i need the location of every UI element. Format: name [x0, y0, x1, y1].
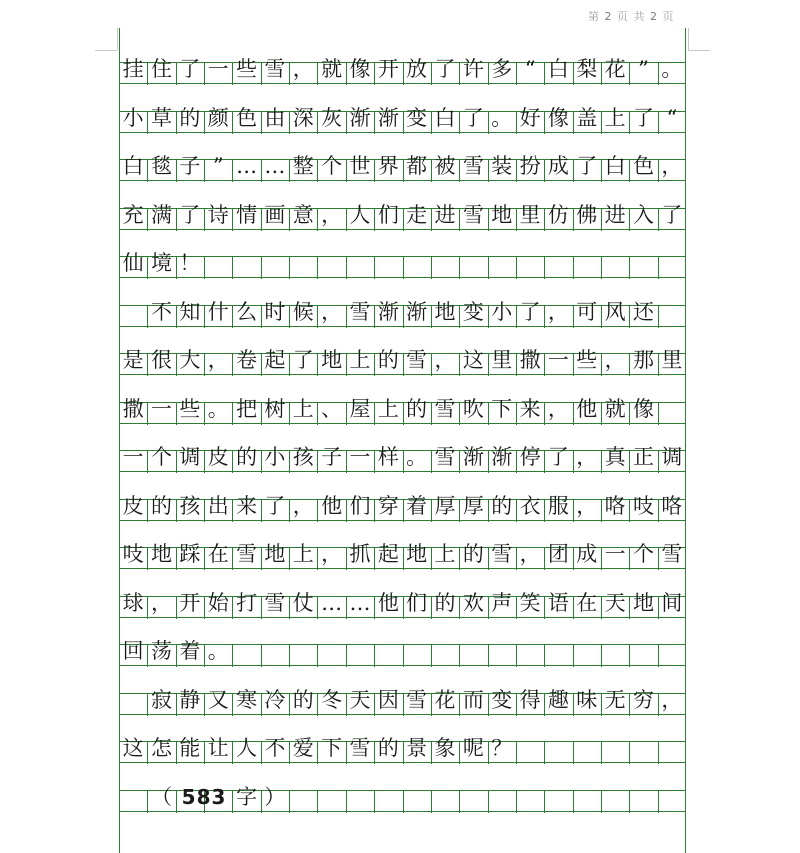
manuscript-character: 雪: [434, 396, 456, 421]
manuscript-character: 雪: [406, 348, 428, 372]
manuscript-character: 的: [377, 348, 399, 372]
manuscript-character: 寒: [236, 687, 258, 712]
manuscript-character: 咯: [661, 493, 683, 518]
manuscript-character: …: [264, 154, 286, 178]
manuscript-character: 荡: [151, 639, 173, 663]
manuscript-character: 色: [632, 154, 654, 178]
manuscript-character: 成: [576, 542, 598, 566]
manuscript-character: 着: [179, 639, 201, 663]
manuscript-character: ，: [434, 348, 456, 372]
manuscript-character: 皮: [122, 493, 144, 518]
manuscript-character: ！: [179, 251, 201, 275]
manuscript-character: 正: [632, 445, 654, 469]
manuscript-character: 厚: [462, 493, 484, 518]
manuscript-character: 整: [292, 154, 314, 178]
manuscript-character: 小: [491, 299, 513, 324]
manuscript-character: “: [524, 57, 536, 81]
manuscript-character: 。: [406, 445, 428, 469]
manuscript-character: 了: [292, 348, 314, 372]
manuscript-character: 调: [179, 445, 201, 469]
current-page: 2: [604, 10, 613, 23]
manuscript-character: 里: [491, 348, 513, 372]
manuscript-character: 人: [349, 202, 371, 227]
manuscript-character: 个: [321, 154, 343, 178]
manuscript-character: 挂: [122, 57, 144, 81]
manuscript-character: 渐: [462, 445, 484, 469]
manuscript-character: 的: [151, 493, 173, 518]
manuscript-character: 里: [661, 348, 683, 372]
page-number-middle: 页 共: [617, 10, 646, 23]
manuscript-grid: [119, 28, 686, 853]
manuscript-character: 味: [576, 687, 598, 712]
manuscript-character: 花: [604, 57, 626, 81]
manuscript-character: 地: [632, 590, 654, 615]
manuscript-character: ，: [321, 299, 343, 324]
manuscript-character: 冷: [264, 687, 286, 712]
manuscript-character: 这: [462, 348, 484, 372]
manuscript-character: ，: [576, 445, 598, 469]
manuscript-character: 。: [207, 639, 229, 663]
manuscript-character: ）: [264, 784, 286, 809]
manuscript-character: 地: [434, 299, 456, 324]
manuscript-character: 能: [179, 736, 201, 760]
manuscript-character: 境: [151, 251, 173, 275]
manuscript-character: 一: [122, 445, 144, 469]
manuscript-character: 像: [632, 396, 654, 421]
manuscript-character: 雪: [264, 57, 286, 81]
manuscript-character: 进: [434, 202, 456, 227]
manuscript-character: 雪: [462, 202, 484, 227]
manuscript-character: 不: [264, 736, 286, 760]
manuscript-character: 孩: [179, 493, 201, 518]
manuscript-character: 白: [547, 57, 569, 81]
manuscript-character: 。: [491, 105, 513, 130]
manuscript-character: 下: [321, 736, 343, 760]
manuscript-character: 了: [547, 445, 569, 469]
manuscript-character: 大: [179, 348, 201, 372]
manuscript-character: 起: [377, 542, 399, 566]
manuscript-character: ？: [491, 736, 513, 760]
total-pages: 2: [650, 10, 658, 23]
manuscript-character: 怎: [151, 736, 173, 760]
manuscript-character: 雪: [236, 542, 258, 566]
manuscript-character: 着: [406, 493, 428, 518]
manuscript-character: 雪: [462, 154, 484, 178]
manuscript-character: 在: [576, 590, 598, 615]
manuscript-character: ，: [151, 590, 173, 615]
manuscript-character: 了: [632, 105, 654, 130]
manuscript-character: 充: [122, 202, 144, 227]
manuscript-character: 人: [236, 736, 258, 760]
manuscript-character: 小: [264, 445, 286, 469]
manuscript-character: 把: [236, 396, 258, 421]
manuscript-character: 的: [462, 542, 484, 566]
manuscript-character: 雪: [264, 590, 286, 615]
manuscript-character: 装: [491, 154, 513, 178]
manuscript-character: 雪: [661, 542, 683, 566]
manuscript-character: 白: [604, 154, 626, 178]
manuscript-character: 许: [462, 57, 484, 81]
manuscript-character: 上: [292, 396, 314, 421]
manuscript-character: 、: [321, 396, 343, 421]
manuscript-character: 屋: [349, 396, 371, 421]
manuscript-character: 回: [122, 639, 144, 663]
manuscript-character: “: [666, 105, 678, 130]
manuscript-character: 个: [151, 445, 173, 469]
manuscript-character: 画: [264, 202, 286, 227]
manuscript-character: ，: [292, 493, 314, 518]
manuscript-character: 象: [434, 736, 456, 760]
manuscript-character: 渐: [349, 105, 371, 130]
manuscript-character: 的: [179, 105, 201, 130]
manuscript-character: 渐: [406, 299, 428, 324]
manuscript-character: 583: [181, 784, 227, 809]
manuscript-character: 界: [377, 154, 399, 178]
manuscript-character: 一: [207, 57, 229, 81]
manuscript-character: ，: [321, 202, 343, 227]
manuscript-character: 来: [519, 396, 541, 421]
manuscript-character: 是: [122, 348, 144, 372]
manuscript-character: 冬: [321, 687, 343, 712]
manuscript-character: 都: [406, 154, 428, 178]
manuscript-character: 很: [151, 348, 173, 372]
manuscript-character: 花: [434, 687, 456, 712]
manuscript-character: ，: [547, 396, 569, 421]
manuscript-character: 声: [491, 590, 513, 615]
manuscript-character: 上: [292, 542, 314, 566]
manuscript-character: 始: [207, 590, 229, 615]
manuscript-character: 衣: [519, 493, 541, 518]
manuscript-character: 让: [207, 736, 229, 760]
manuscript-character: （: [151, 784, 173, 809]
margin-mark-right-v: [688, 28, 689, 50]
manuscript-character: 地: [264, 542, 286, 566]
manuscript-character: 地: [151, 542, 173, 566]
manuscript-character: 变: [491, 687, 513, 712]
manuscript-character: 天: [349, 687, 371, 712]
manuscript-character: 们: [377, 202, 399, 227]
manuscript-character: 渐: [377, 299, 399, 324]
manuscript-character: 这: [122, 736, 144, 760]
page-number: [588, 8, 675, 24]
manuscript-character: 世: [349, 154, 371, 178]
manuscript-character: 时: [264, 299, 286, 324]
manuscript-character: 球: [122, 590, 144, 615]
manuscript-character: 们: [406, 590, 428, 615]
manuscript-character: 皮: [207, 445, 229, 469]
manuscript-character: 因: [377, 687, 399, 712]
manuscript-character: 深: [292, 105, 314, 130]
manuscript-character: 的: [292, 687, 314, 712]
manuscript-character: ，: [576, 493, 598, 518]
manuscript-character: 上: [434, 542, 456, 566]
manuscript-character: 雪: [349, 299, 371, 324]
manuscript-character: 一: [604, 542, 626, 566]
manuscript-character: 风: [604, 299, 626, 324]
manuscript-character: 寂: [151, 687, 173, 712]
manuscript-character: 样: [377, 445, 399, 469]
manuscript-character: 了: [661, 202, 683, 227]
manuscript-character: 什: [207, 299, 229, 324]
manuscript-character: 了: [179, 57, 201, 81]
manuscript-character: 走: [406, 202, 428, 227]
manuscript-character: 成: [547, 154, 569, 178]
manuscript-character: 上: [377, 396, 399, 421]
manuscript-character: 仗: [292, 590, 314, 615]
manuscript-character: 梨: [576, 57, 598, 81]
manuscript-character: 雪: [406, 687, 428, 712]
manuscript-character: 的: [377, 736, 399, 760]
manuscript-character: 白: [434, 105, 456, 130]
manuscript-character: 语: [547, 590, 569, 615]
manuscript-character: 吱: [122, 542, 144, 566]
manuscript-character: 起: [264, 348, 286, 372]
manuscript-character: 了: [519, 299, 541, 324]
manuscript-character: 候: [292, 299, 314, 324]
manuscript-character: ”: [212, 154, 224, 178]
manuscript-character: 子: [179, 154, 201, 178]
grid-row-band: [119, 256, 686, 278]
manuscript-character: 可: [576, 299, 598, 324]
manuscript-character: 变: [462, 299, 484, 324]
manuscript-character: 的: [491, 493, 513, 518]
manuscript-character: …: [349, 590, 371, 615]
manuscript-character: 出: [207, 493, 229, 518]
manuscript-character: 色: [236, 105, 258, 130]
manuscript-character: 地: [491, 202, 513, 227]
manuscript-character: 诗: [207, 202, 229, 227]
manuscript-character: 了: [264, 493, 286, 518]
manuscript-character: 天: [604, 590, 626, 615]
manuscript-character: 调: [661, 445, 683, 469]
manuscript-character: 来: [236, 493, 258, 518]
manuscript-character: 入: [632, 202, 654, 227]
manuscript-character: 卷: [236, 348, 258, 372]
manuscript-character: 草: [151, 105, 173, 130]
manuscript-character: 住: [151, 57, 173, 81]
manuscript-character: 撒: [519, 348, 541, 372]
manuscript-character: 字: [236, 784, 258, 809]
manuscript-character: ，: [321, 542, 343, 566]
manuscript-character: 笑: [519, 590, 541, 615]
manuscript-character: ，: [604, 348, 626, 372]
manuscript-character: 上: [604, 105, 626, 130]
manuscript-character: 而: [462, 687, 484, 712]
manuscript-character: 灰: [321, 105, 343, 130]
manuscript-character: 的: [236, 445, 258, 469]
manuscript-character: 们: [349, 493, 371, 518]
manuscript-character: 树: [264, 396, 286, 421]
manuscript-character: 仙: [122, 251, 144, 275]
manuscript-character: 放: [406, 57, 428, 81]
manuscript-character: 吹: [462, 396, 484, 421]
manuscript-character: 团: [547, 542, 569, 566]
manuscript-character: 盖: [576, 105, 598, 130]
manuscript-character: 扮: [519, 154, 541, 178]
margin-mark-left-h: [95, 50, 117, 51]
manuscript-character: 颜: [207, 105, 229, 130]
manuscript-character: 地: [321, 348, 343, 372]
manuscript-character: 意: [292, 202, 314, 227]
manuscript-character: 变: [406, 105, 428, 130]
manuscript-character: ，: [661, 687, 683, 712]
manuscript-character: 咯: [604, 493, 626, 518]
manuscript-character: 间: [661, 590, 683, 615]
manuscript-character: 又: [207, 687, 229, 712]
manuscript-character: 了: [462, 105, 484, 130]
manuscript-character: 打: [236, 590, 258, 615]
manuscript-character: ，: [547, 299, 569, 324]
manuscript-character: 。: [207, 396, 229, 421]
manuscript-character: 地: [406, 542, 428, 566]
manuscript-character: 像: [349, 57, 371, 81]
manuscript-character: 爱: [292, 736, 314, 760]
manuscript-character: 些: [179, 396, 201, 421]
manuscript-character: 他: [321, 493, 343, 518]
manuscript-character: 进: [604, 202, 626, 227]
manuscript-character: 穷: [632, 687, 654, 712]
manuscript-character: 里: [519, 202, 541, 227]
manuscript-character: 上: [349, 348, 371, 372]
manuscript-character: 欢: [462, 590, 484, 615]
margin-mark-right-h: [688, 50, 710, 51]
manuscript-character: 一: [547, 348, 569, 372]
manuscript-character: 就: [604, 396, 626, 421]
manuscript-character: 穿: [377, 493, 399, 518]
manuscript-character: 踩: [179, 542, 201, 566]
manuscript-character: 情: [236, 202, 258, 227]
manuscript-character: 他: [576, 396, 598, 421]
manuscript-character: 开: [179, 590, 201, 615]
manuscript-character: 雪: [349, 736, 371, 760]
manuscript-character: 就: [321, 57, 343, 81]
manuscript-character: 服: [547, 493, 569, 518]
manuscript-character: 由: [264, 105, 286, 130]
manuscript-character: 静: [179, 687, 201, 712]
manuscript-character: 好: [519, 105, 541, 130]
manuscript-character: 景: [406, 736, 428, 760]
manuscript-character: …: [236, 154, 258, 178]
page-number-suffix: 页: [662, 10, 675, 23]
manuscript-character: ，: [292, 57, 314, 81]
manuscript-character: 一: [349, 445, 371, 469]
manuscript-character: 得: [519, 687, 541, 712]
manuscript-character: 趣: [547, 687, 569, 712]
manuscript-character: 真: [604, 445, 626, 469]
manuscript-character: 雪: [434, 445, 456, 469]
manuscript-character: 些: [576, 348, 598, 372]
manuscript-character: 小: [122, 105, 144, 130]
manuscript-character: 些: [236, 57, 258, 81]
manuscript-character: 毯: [151, 154, 173, 178]
manuscript-character: 个: [632, 542, 654, 566]
manuscript-character: 下: [491, 396, 513, 421]
manuscript-character: 渐: [377, 105, 399, 130]
manuscript-character: 孩: [292, 445, 314, 469]
manuscript-character: 开: [377, 57, 399, 81]
manuscript-character: 停: [519, 445, 541, 469]
manuscript-character: 白: [122, 154, 144, 178]
manuscript-character: 抓: [349, 542, 371, 566]
manuscript-character: 他: [377, 590, 399, 615]
manuscript-character: 厚: [434, 493, 456, 518]
manuscript-character: ”: [638, 57, 649, 81]
manuscript-character: 。: [661, 57, 683, 81]
manuscript-character: 子: [321, 445, 343, 469]
manuscript-character: 雪: [491, 542, 513, 566]
manuscript-character: 知: [179, 299, 201, 324]
manuscript-character: 还: [632, 299, 654, 324]
manuscript-character: 了: [434, 57, 456, 81]
manuscript-character: ，: [661, 154, 683, 178]
manuscript-character: 渐: [491, 445, 513, 469]
manuscript-character: 撒: [122, 396, 144, 421]
manuscript-character: 不: [151, 299, 173, 324]
manuscript-character: 满: [151, 202, 173, 227]
manuscript-character: ，: [519, 542, 541, 566]
manuscript-character: 那: [632, 348, 654, 372]
manuscript-character: 吱: [632, 493, 654, 518]
manuscript-character: ，: [207, 348, 229, 372]
manuscript-character: 在: [207, 542, 229, 566]
manuscript-character: 仿: [547, 202, 569, 227]
page-number-prefix: 第: [588, 10, 600, 23]
manuscript-character: 佛: [576, 202, 598, 227]
manuscript-character: 多: [491, 57, 513, 81]
manuscript-character: 被: [434, 154, 456, 178]
manuscript-character: 了: [179, 202, 201, 227]
manuscript-character: 无: [604, 687, 626, 712]
manuscript-character: 呢: [462, 736, 484, 760]
manuscript-character: 的: [406, 396, 428, 421]
manuscript-character: …: [321, 590, 343, 615]
manuscript-character: 了: [576, 154, 598, 178]
manuscript-character: 么: [236, 299, 258, 324]
manuscript-character: 一: [151, 396, 173, 421]
margin-mark-left-v: [117, 28, 118, 50]
manuscript-character: 像: [547, 105, 569, 130]
manuscript-character: 的: [434, 590, 456, 615]
